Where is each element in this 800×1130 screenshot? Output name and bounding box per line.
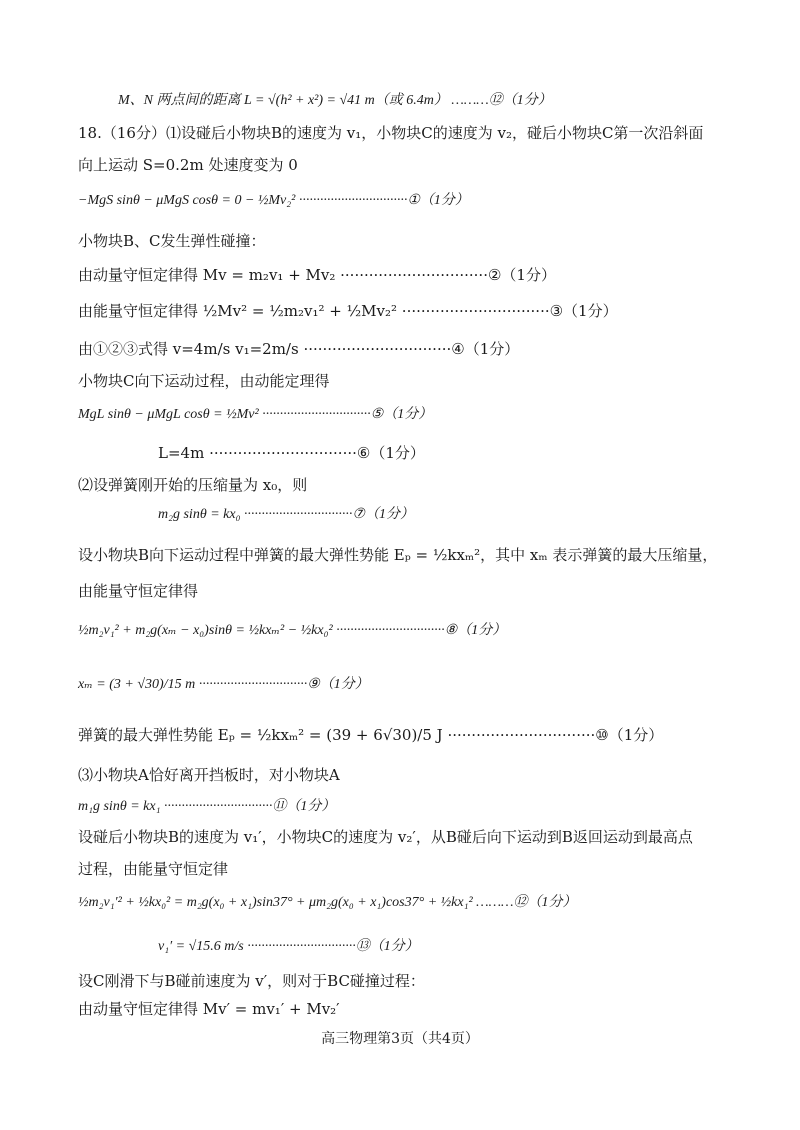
line-4: −MgS sinθ − μMgS cosθ = 0 − ½Mv₂² ·······························①（1分） bbox=[78, 193, 469, 208]
line-20: m₁g sinθ = kx₁ ·······························⑪（1分） bbox=[78, 799, 336, 814]
page-footer: 高三物理第3页（共4页） bbox=[321, 1031, 479, 1047]
line-8: 由①②③式得 v=4m/s v₁=2m/s ·······························④（1分） bbox=[78, 340, 520, 358]
line-1: M、N 两点间的距离 L = √(h² + x²) = √41 m（或 6.4m） ………⑫（1分） bbox=[118, 93, 552, 108]
line-15: 由能量守恒定律得 bbox=[78, 582, 199, 600]
line-17: xₘ = (3 + √30)/15 m ·······························⑨（1分） bbox=[78, 677, 369, 692]
line-12: ⑵设弹簧刚开始的压缩量为 x₀，则 bbox=[78, 476, 308, 494]
line-5: 小物块B、C发生弹性碰撞： bbox=[78, 232, 266, 250]
line-6: 由动量守恒定律得 Mv = m₂v₁ + Mv₂ ·······························②（1分） bbox=[78, 266, 556, 284]
line-9: 小物块C向下运动过程，由动能定理得 bbox=[78, 372, 330, 390]
line-7: 由能量守恒定律得 ½Mv² = ½m₂v₁² + ½Mv₂² ·······························③（1分） bbox=[78, 302, 618, 320]
line-13: m₂g sinθ = kx₀ ·······························⑦（1分） bbox=[158, 507, 414, 522]
line-24: v₁′ = √15.6 m/s ·······························⑬（1分） bbox=[158, 939, 419, 954]
line-25: 设C刚滑下与B碰前速度为 v′，则对于BC碰撞过程： bbox=[78, 972, 425, 990]
line-10: MgL sinθ − μMgL cosθ = ½Mv² ·······························⑤（1分） bbox=[78, 407, 433, 422]
line-2: 18.（16分）⑴设碰后小物块B的速度为 v₁，小物块C的速度为 v₂，碰后小物块C第一次沿斜面 bbox=[78, 124, 704, 142]
line-18: 弹簧的最大弹性势能 Eₚ = ½kxₘ² = (39 + 6√30)/5 J ·······························⑩（1分） bbox=[78, 726, 664, 744]
line-3: 向上运动 S=0.2m 处速度变为 0 bbox=[78, 156, 298, 174]
line-22: 过程，由能量守恒定律 bbox=[78, 860, 229, 878]
line-19: ⑶小物块A恰好离开挡板时，对小物块A bbox=[78, 766, 340, 784]
line-26: 由动量守恒定律得 Mv′ = mv₁′ + Mv₂′ bbox=[78, 1000, 340, 1018]
line-14: 设小物块B向下运动过程中弹簧的最大弹性势能 Eₚ = ½kxₘ²，其中 xₘ 表示弹簧的最大压缩量， bbox=[78, 546, 718, 564]
line-11: L=4m ·······························⑥（1分） bbox=[158, 444, 425, 462]
line-21: 设碰后小物块B的速度为 v₁′，小物块C的速度为 v₂′，从B碰后向下运动到B返回运动到最高点 bbox=[78, 828, 693, 846]
line-23: ½m₂v₁′² + ½kx₀² = m₂g(x₀ + x₁)sin37° + μm₂g(x₀ + x₁)cos37° + ½kx₁² ………⑫（1分） bbox=[78, 895, 577, 910]
line-16: ½m₂v₁² + m₂g(xₘ − x₀)sinθ = ½kxₘ² − ½kx₀² ·······························⑧（1分） bbox=[78, 623, 507, 638]
